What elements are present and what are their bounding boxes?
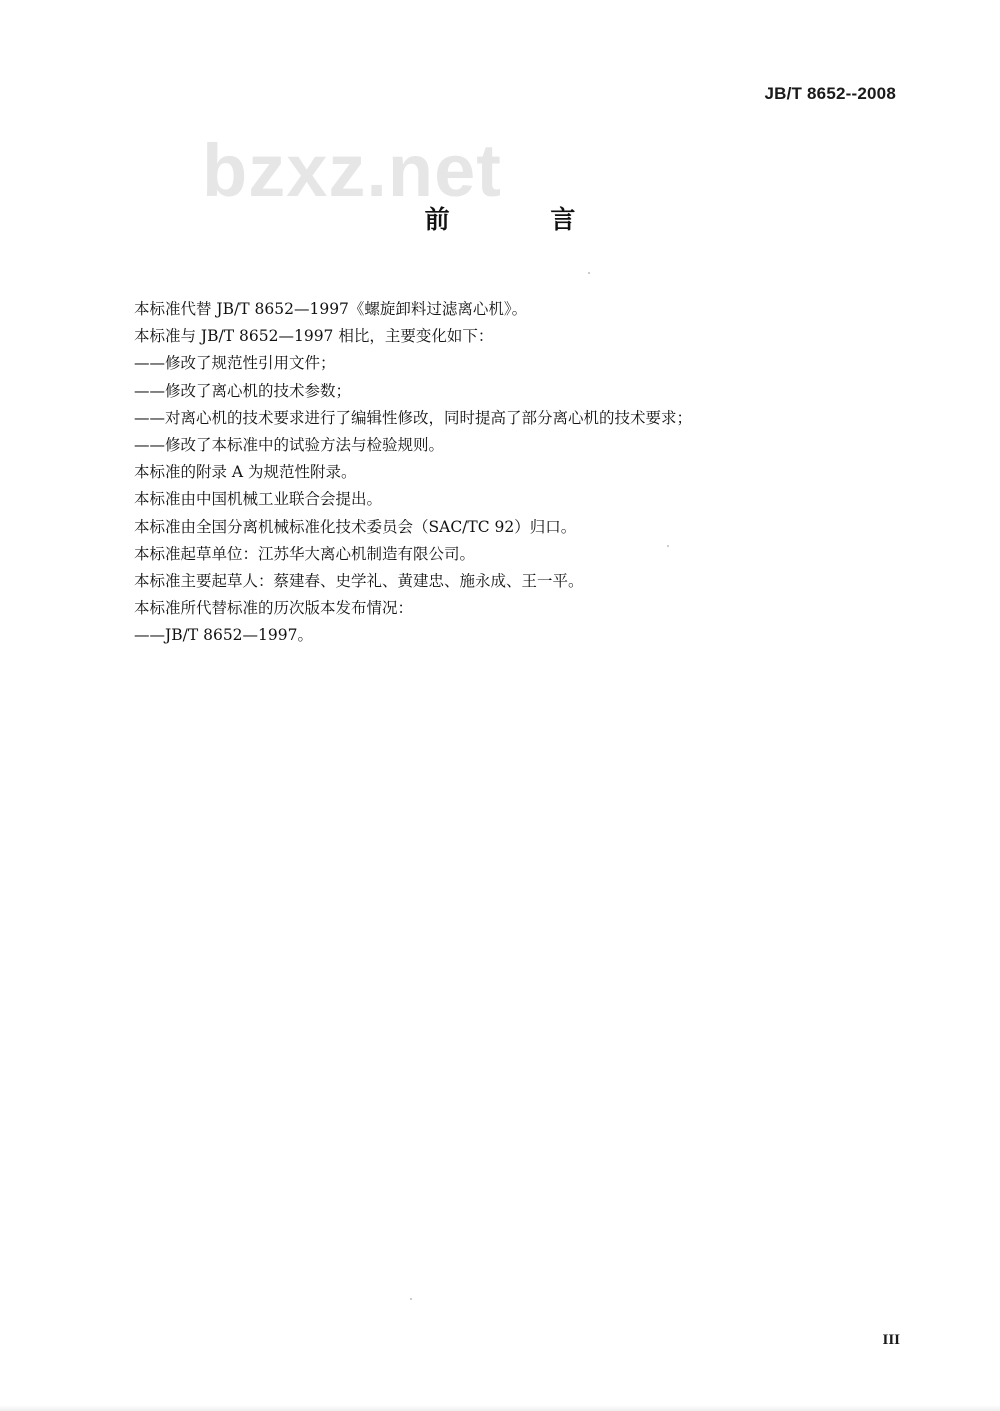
page-number: III <box>882 1332 900 1348</box>
scan-speck <box>588 272 590 274</box>
body-line: 本标准与 JB/T 8652—1997 相比，主要变化如下： <box>134 327 494 346</box>
standard-number: JB/T 8652--2008 <box>764 84 896 103</box>
body-line: ——修改了本标准中的试验方法与检验规则。 <box>134 436 445 455</box>
body-line: ——修改了规范性引用文件； <box>134 354 336 373</box>
body-line: ——JB/T 8652—1997。 <box>134 626 313 645</box>
section-title: 前 言 <box>424 205 622 234</box>
watermark: bzxz.net <box>202 129 502 212</box>
body-line: 本标准代替 JB/T 8652—1997《螺旋卸料过滤离心机》。 <box>134 300 528 318</box>
scan-speck <box>667 545 669 547</box>
body-line: ——修改了离心机的技术参数； <box>134 381 352 400</box>
body-line: 本标准由全国分离机械标准化技术委员会（SAC/TC 92）归口。 <box>134 517 577 536</box>
body-line: 本标准所代替标准的历次版本发布情况： <box>134 599 414 618</box>
body-line: ——对离心机的技术要求进行了编辑性修改，同时提高了部分离心机的技术要求； <box>134 408 693 427</box>
body-line: 本标准主要起草人：蔡建春、史学礼、黄建忠、施永成、王一平。 <box>134 572 584 591</box>
scan-speck <box>410 1298 412 1300</box>
foreword-body <box>134 296 894 650</box>
page-edge <box>0 1405 1000 1411</box>
body-line: 本标准的附录 A 为规范性附录。 <box>134 463 357 482</box>
body-line: 本标准由中国机械工业联合会提出。 <box>134 490 383 509</box>
body-line: 本标准起草单位：江苏华大离心机制造有限公司。 <box>134 544 476 563</box>
